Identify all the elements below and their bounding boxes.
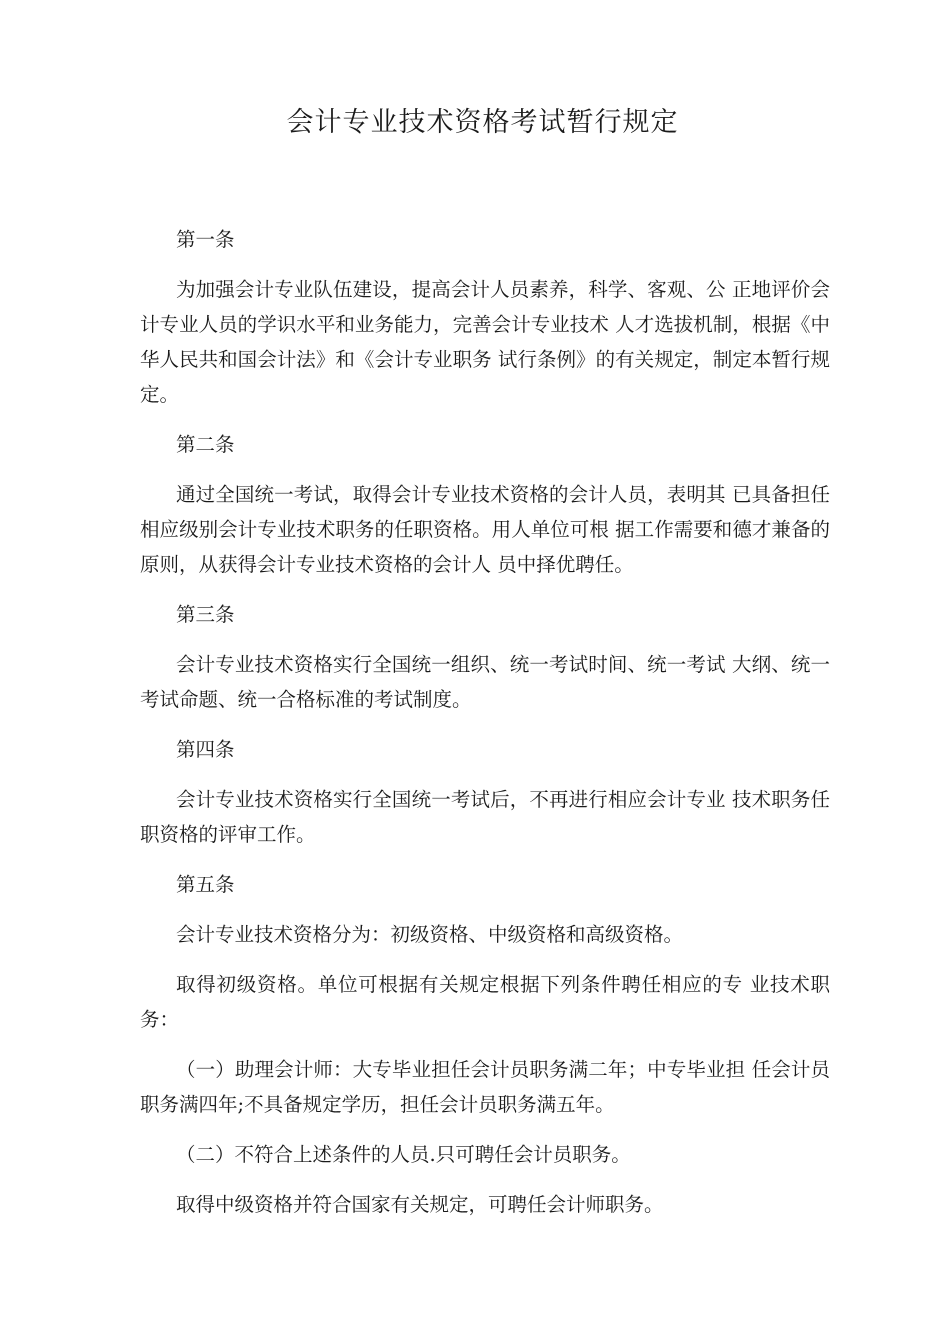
article-paragraph: 取得初级资格。单位可根据有关规定根据下列条件聘任相应的专 业技术职务： (140, 973, 830, 1031)
article-paragraph: 会计专业技术资格分为：初级资格、中级资格和高级资格。 (176, 923, 684, 946)
article-heading: 第三条 (176, 603, 235, 626)
document-body (140, 222, 830, 1222)
article-list-item: （二）不符合上述条件的人员.只可聘任会计员职务。 (176, 1143, 631, 1166)
article-heading: 第一条 (176, 228, 235, 251)
article-heading: 第四条 (176, 738, 235, 761)
article-paragraph: 通过全国统一考试，取得会计专业技术资格的会计人员，表明其 已具备担任相应级别会计专业技术职务的任职资格。用人单位可根 据工作需要和德才兼备的原则，从获得会计专业技术资格的会计人 员中择优聘任。 (140, 483, 830, 576)
article-paragraph: 取得中级资格并符合国家有关规定，可聘任会计师职务。 (176, 1193, 664, 1216)
article-paragraph: 为加强会计专业队伍建设，提高会计人员素养，科学、客观、公 正地评价会计专业人员的学识水平和业务能力，完善会计专业技术 人才选拔机制，根据《中华人民共和国会计法》和《会计专业职务 试行条例》的有关规定，制定本暂行规定。 (140, 278, 830, 406)
article-heading: 第二条 (176, 433, 235, 456)
article-list-item: （一）助理会计师：大专毕业担任会计员职务满二年；中专毕业担 任会计员职务满四年;不具备规定学历，担任会计员职务满五年。 (140, 1058, 830, 1116)
article-paragraph: 会计专业技术资格实行全国统一组织、统一考试时间、统一考试 大纲、统一考试命题、统一合格标准的考试制度。 (140, 653, 830, 711)
article-heading: 第五条 (176, 873, 235, 896)
document-title: 会计专业技术资格考试暂行规定 (286, 107, 679, 138)
article-paragraph: 会计专业技术资格实行全国统一考试后，不再进行相应会计专业 技术职务任职资格的评审工作。 (140, 788, 830, 846)
